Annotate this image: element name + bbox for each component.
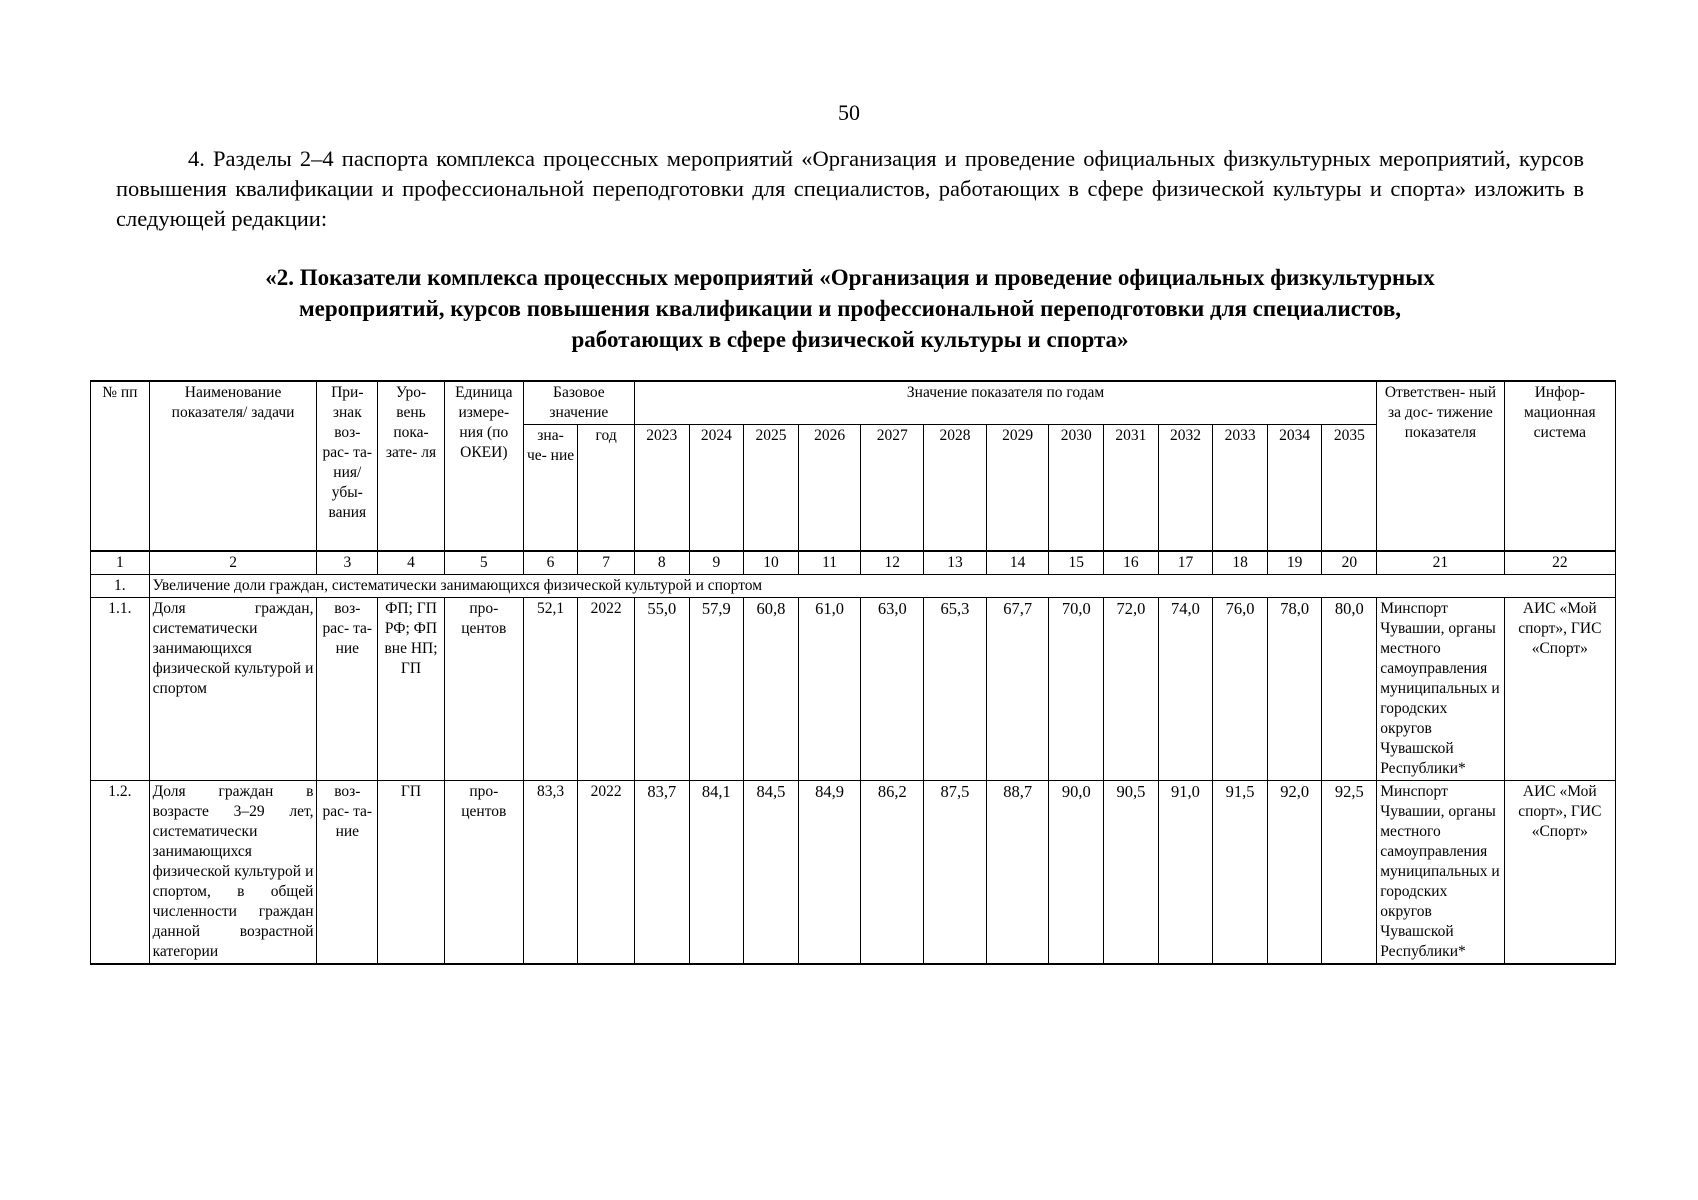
header-sign: При- знак воз- рас- та- ния/ убы- вания <box>317 381 378 551</box>
row-value: 90,5 <box>1104 780 1159 964</box>
page-number: 50 <box>838 100 860 125</box>
header-base-year: год <box>578 425 635 551</box>
row-value: 63,0 <box>861 597 924 780</box>
column-number: 4 <box>378 551 445 575</box>
header-year: 2026 <box>798 425 861 551</box>
row-name: Доля граждан, систематически занимающихся физической культурой и спортом <box>149 597 317 780</box>
row-value: 60,8 <box>744 597 799 780</box>
column-number: 10 <box>744 551 799 575</box>
header-year: 2025 <box>744 425 799 551</box>
row-value: 78,0 <box>1267 597 1322 780</box>
row-base-value: 52,1 <box>523 597 578 780</box>
row-value: 55,0 <box>634 597 689 780</box>
row-sign: воз- рас- та- ние <box>317 780 378 964</box>
row-value: 87,5 <box>924 780 987 964</box>
row-value: 91,5 <box>1213 780 1268 964</box>
row-value: 76,0 <box>1213 597 1268 780</box>
column-number: 7 <box>578 551 635 575</box>
row-base-year: 2022 <box>578 597 635 780</box>
row-unit: про- центов <box>444 597 523 780</box>
row-value: 80,0 <box>1322 597 1377 780</box>
heading-line-2: мероприятий, курсов повышения квалификации и профессиональной переподготовки для специалистов, <box>298 296 1402 321</box>
column-number: 16 <box>1104 551 1159 575</box>
row-value: 84,1 <box>689 780 744 964</box>
column-number: 8 <box>634 551 689 575</box>
row-value: 65,3 <box>924 597 987 780</box>
row-value: 70,0 <box>1049 597 1104 780</box>
row-num: 1.2. <box>91 780 150 964</box>
row-sign: воз- рас- та- ние <box>317 597 378 780</box>
column-number: 22 <box>1504 551 1615 575</box>
row-base-value: 83,3 <box>523 780 578 964</box>
column-number: 21 <box>1377 551 1504 575</box>
row-info-system: АИС «Мой спорт», ГИС «Спорт» <box>1504 597 1615 780</box>
header-year: 2023 <box>634 425 689 551</box>
column-number: 18 <box>1213 551 1268 575</box>
row-level: ФП; ГП РФ; ФП вне НП; ГП <box>378 597 445 780</box>
header-responsible: Ответствен- ный за дос- тижение показателя <box>1377 381 1504 551</box>
section-heading <box>116 262 1584 355</box>
section-row <box>91 574 1616 597</box>
header-unit: Единица измере- ния (по ОКЕИ) <box>444 381 523 551</box>
row-value: 90,0 <box>1049 780 1104 964</box>
heading-line-1: «2. Показатели комплекса процессных мероприятий «Организация и проведение официальных физкультурных <box>265 265 1435 290</box>
column-number: 6 <box>523 551 578 575</box>
row-value: 86,2 <box>861 780 924 964</box>
header-year: 2030 <box>1049 425 1104 551</box>
row-value: 84,5 <box>744 780 799 964</box>
column-number: 5 <box>444 551 523 575</box>
row-level: ГП <box>378 780 445 964</box>
column-number: 13 <box>924 551 987 575</box>
header-info-system: Инфор- мационная система <box>1504 381 1615 551</box>
header-year: 2034 <box>1267 425 1322 551</box>
row-value: 57,9 <box>689 597 744 780</box>
row-value: 84,9 <box>798 780 861 964</box>
row-value: 74,0 <box>1158 597 1213 780</box>
header-year: 2035 <box>1322 425 1377 551</box>
heading-line-3: работающих в сфере физической культуры и спорта» <box>571 327 1129 352</box>
column-number: 12 <box>861 551 924 575</box>
row-value: 83,7 <box>634 780 689 964</box>
row-value: 61,0 <box>798 597 861 780</box>
column-number: 2 <box>149 551 317 575</box>
table-row <box>91 597 1616 780</box>
header-year: 2027 <box>861 425 924 551</box>
header-year: 2029 <box>986 425 1049 551</box>
header-level: Уро- вень пока- зате- ля <box>378 381 445 551</box>
row-value: 92,0 <box>1267 780 1322 964</box>
row-value: 91,0 <box>1158 780 1213 964</box>
header-num: № пп <box>91 381 150 551</box>
row-value: 92,5 <box>1322 780 1377 964</box>
column-number: 9 <box>689 551 744 575</box>
header-base: Базовое значение <box>523 381 634 425</box>
row-value: 88,7 <box>986 780 1049 964</box>
row-info-system: АИС «Мой спорт», ГИС «Спорт» <box>1504 780 1615 964</box>
row-responsible: Минспорт Чувашии, органы местного самоуправления муниципальных и городских округов Чувашской Республики* <box>1377 597 1504 780</box>
header-year: 2028 <box>924 425 987 551</box>
column-number: 3 <box>317 551 378 575</box>
header-name: Наименование показателя/ задачи <box>149 381 317 551</box>
row-name: Доля граждан в возрасте 3–29 лет, систематически занимающихся физической культурой и спортом, в общей численности граждан данной возрастной категории <box>149 780 317 964</box>
table-row <box>91 780 1616 964</box>
column-number: 17 <box>1158 551 1213 575</box>
column-number: 15 <box>1049 551 1104 575</box>
header-base-value: зна- че- ние <box>523 425 578 551</box>
row-value: 72,0 <box>1104 597 1159 780</box>
header-year: 2031 <box>1104 425 1159 551</box>
header-year: 2033 <box>1213 425 1268 551</box>
section-num: 1. <box>91 574 150 597</box>
row-base-year: 2022 <box>578 780 635 964</box>
column-number: 1 <box>91 551 150 575</box>
row-unit: про- центов <box>444 780 523 964</box>
column-number: 14 <box>986 551 1049 575</box>
row-responsible: Минспорт Чувашии, органы местного самоуправления муниципальных и городских округов Чувашской Республики* <box>1377 780 1504 964</box>
column-number: 19 <box>1267 551 1322 575</box>
section-title: Увеличение доли граждан, систематически занимающихся физической культурой и спортом <box>149 574 1615 597</box>
column-number: 20 <box>1322 551 1377 575</box>
header-by-years: Значение показателя по годам <box>634 381 1376 425</box>
header-year: 2032 <box>1158 425 1213 551</box>
intro-paragraph: 4. Разделы 2–4 паспорта комплекса процессных мероприятий «Организация и проведение официальных физкультурных мероприятий, курсов повышения квалификации и профессиональной переподготовки для специалистов, работающих в сфере физической культуры и спорта» изложить в следующей редакции: <box>116 146 1584 231</box>
row-value: 67,7 <box>986 597 1049 780</box>
column-number-row <box>91 551 1616 575</box>
row-num: 1.1. <box>91 597 150 780</box>
header-year: 2024 <box>689 425 744 551</box>
indicators-table <box>90 380 1616 965</box>
column-number: 11 <box>798 551 861 575</box>
